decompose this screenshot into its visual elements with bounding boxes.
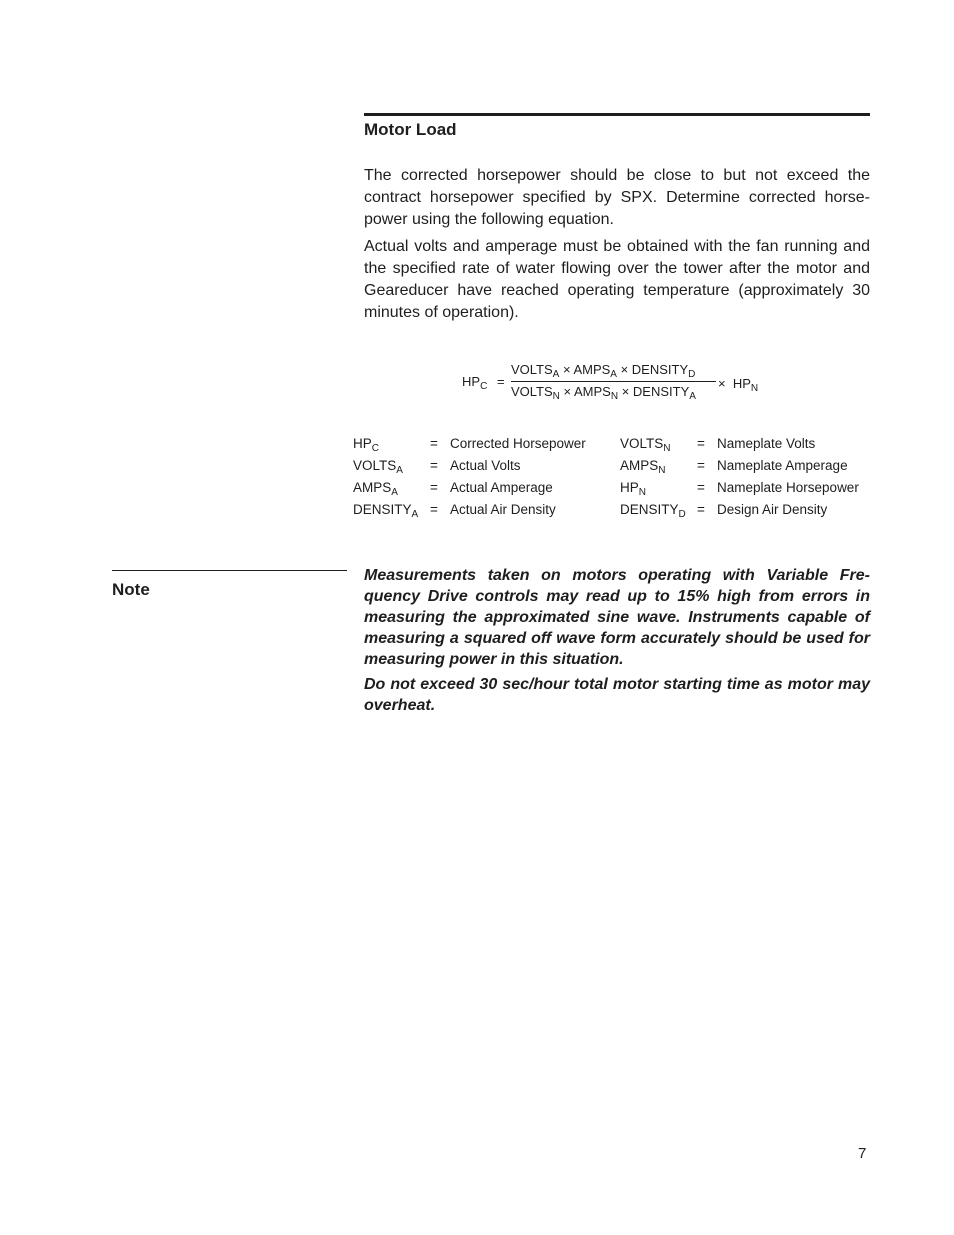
definition-row — [353, 436, 603, 456]
denominator-operator: × — [618, 384, 633, 399]
definition-row — [620, 436, 870, 456]
definition-symbol: $AMPS_N$ — [620, 458, 666, 476]
definition-description: Actual Amperage — [450, 480, 553, 495]
horsepower-equation — [462, 360, 782, 406]
denominator-operator: × — [559, 384, 575, 399]
note-paragraph-1: Measurements taken on motors operating with Variable Fre-quency Drive controls may read up to 15% high from errors in measuring the approximated sine wave. Instruments capable of measuring a squared off wave form accurately should be used for measuring power in this situation. — [364, 567, 870, 668]
equation-denominator — [511, 384, 696, 402]
definition-description: Corrected Horsepower — [450, 436, 586, 451]
definition-symbol: $DENSITY_D$ — [620, 502, 686, 520]
definition-row — [353, 502, 603, 522]
definition-row — [353, 458, 603, 478]
equation-equals: = — [497, 374, 505, 389]
definition-equals: = — [697, 502, 705, 517]
definition-row — [620, 458, 870, 478]
numerator-term: $DENSITY_D$ — [631, 362, 696, 380]
definition-row — [620, 480, 870, 500]
equation-rhs: × $HP_N$ — [718, 376, 759, 394]
definition-symbol: $HP_N$ — [620, 480, 646, 498]
denominator-term: $AMPS_N$ — [574, 384, 619, 402]
note-paragraph-2: Do not exceed 30 sec/hour total motor starting time as motor may overheat. — [364, 676, 870, 714]
denominator-term: $VOLTS_N$ — [511, 384, 560, 402]
note-rule — [112, 570, 347, 571]
body-paragraph-1: The corrected horsepower should be close to but not exceed the contract horsepower specified by SPX. Determine corrected horse-power using the following equation. — [364, 167, 870, 228]
definition-equals: = — [430, 502, 438, 517]
definition-equals: = — [430, 458, 438, 473]
numerator-operator: × — [559, 362, 574, 377]
definition-description: Design Air Density — [717, 502, 828, 517]
numerator-term: $AMPS_A$ — [573, 362, 617, 380]
body-paragraph-2: Actual volts and amperage must be obtained with the fan running and the specified rate of water flowing over the tower after the motor and Geareducer have reached operating temperature (approximately 30 minutes of operation). — [364, 238, 870, 321]
definition-symbol: $HP_C$ — [353, 436, 379, 454]
definition-description: Nameplate Amperage — [717, 458, 848, 473]
numerator-term: $VOLTS_A$ — [511, 362, 560, 380]
definition-description: Nameplate Volts — [717, 436, 816, 451]
definition-equals: = — [430, 436, 438, 451]
definition-symbol: $VOLTS_A$ — [353, 458, 403, 476]
numerator-operator: × — [616, 362, 632, 377]
definition-description: Nameplate Horsepower — [717, 480, 859, 495]
fraction-bar — [511, 381, 716, 382]
section-title: Motor Load — [364, 120, 457, 139]
definition-symbol: $DENSITY_A$ — [353, 502, 419, 520]
denominator-term: $DENSITY_A$ — [632, 384, 696, 402]
definition-symbol: $AMPS_A$ — [353, 480, 398, 498]
definition-row — [620, 502, 870, 522]
definition-equals: = — [697, 480, 705, 495]
definition-equals: = — [697, 436, 705, 451]
page-number: 7 — [858, 1145, 867, 1162]
equation-numerator — [511, 362, 696, 380]
definition-symbol: $VOLTS_N$ — [620, 436, 671, 454]
definition-row — [353, 480, 603, 500]
definition-description: Actual Air Density — [450, 502, 556, 517]
section-top-rule — [364, 113, 870, 116]
definition-equals: = — [697, 458, 705, 473]
definition-description: Actual Volts — [450, 458, 521, 473]
equation-lhs: $HP_C$ — [462, 374, 488, 392]
note-title: Note — [112, 580, 150, 599]
definition-equals: = — [430, 480, 438, 495]
